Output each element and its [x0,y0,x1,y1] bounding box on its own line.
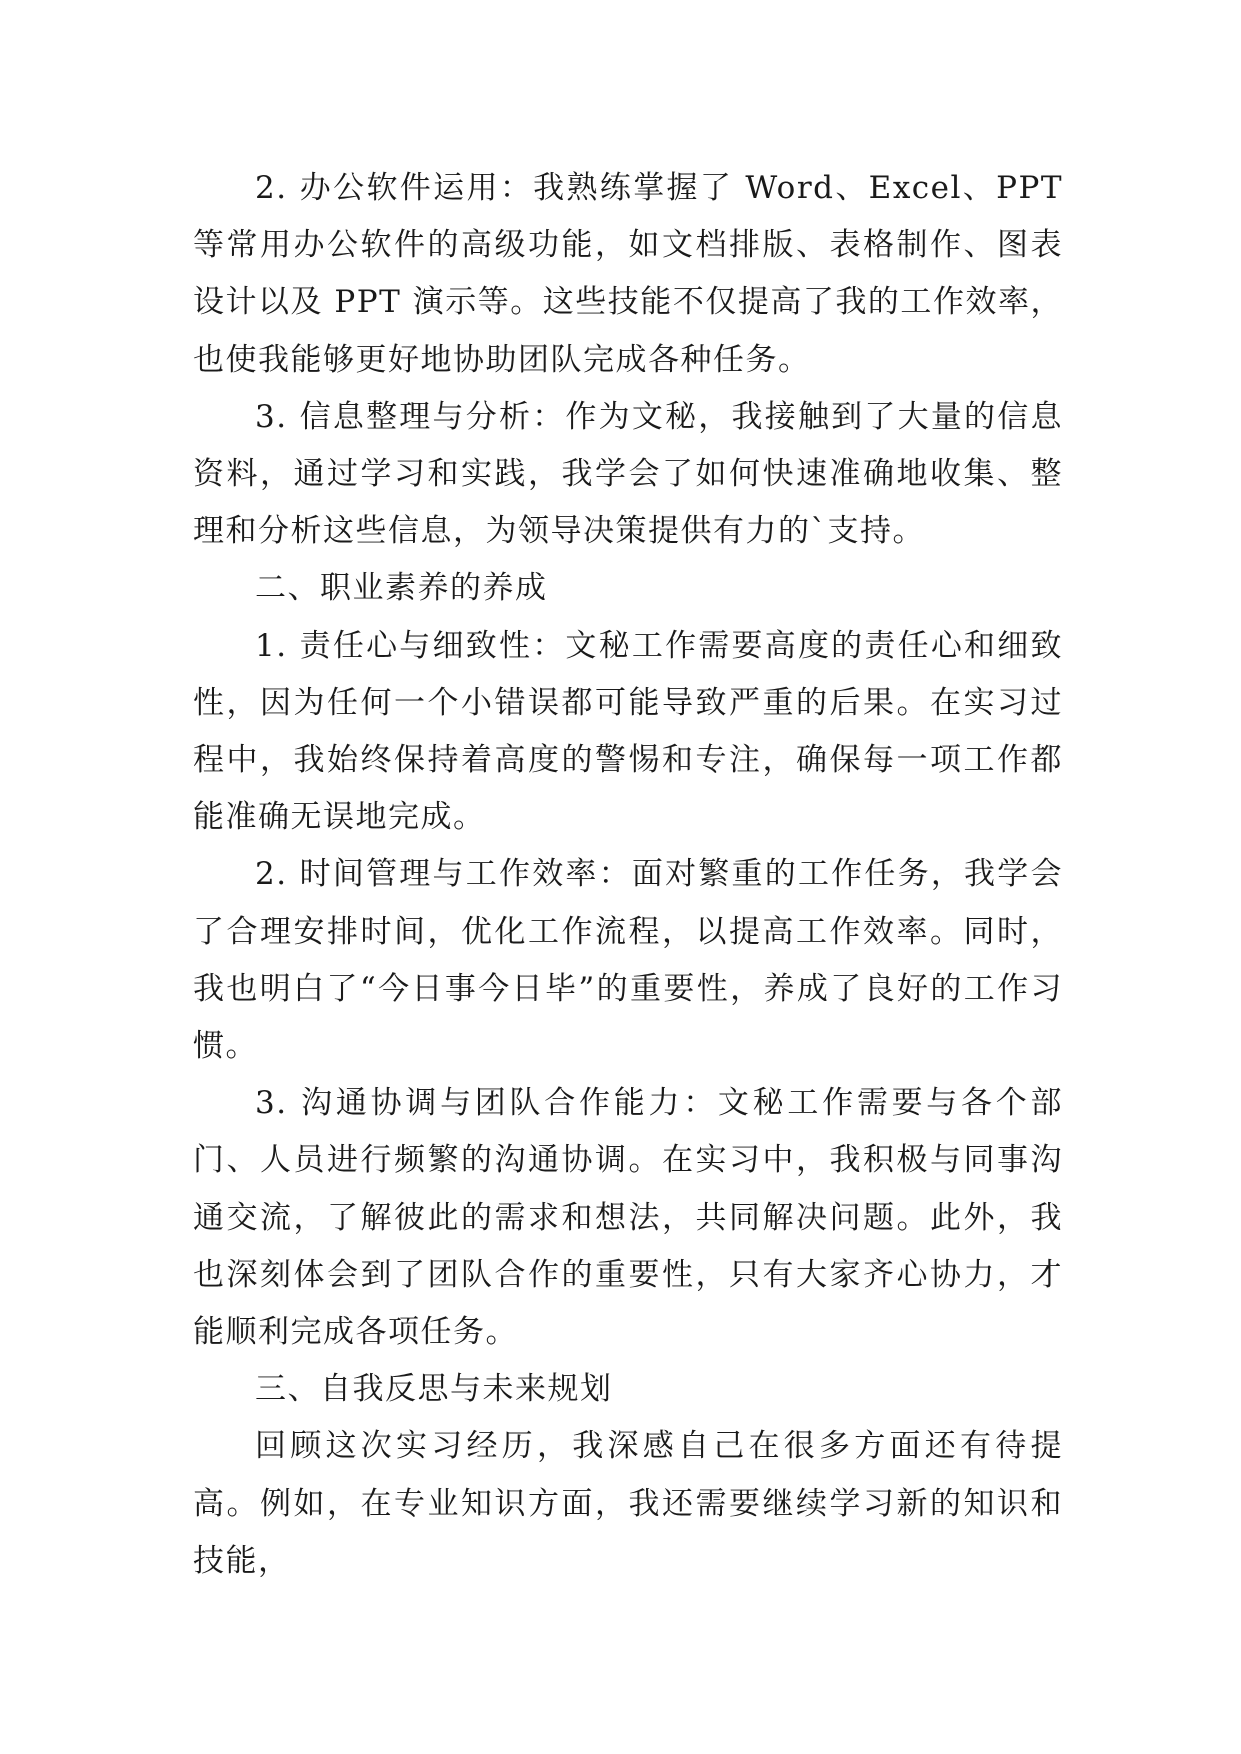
paragraph-time-management: 2. 时间管理与工作效率：面对繁重的工作任务，我学会了合理安排时间，优化工作流程，以提高工作效率。同时，我也明白了“今日事今日毕”的重要性，养成了良好的工作习惯。 [193,856,1063,1065]
document-body [193,160,1063,1590]
section-heading-self-reflection: 三、自我反思与未来规划 [255,1371,613,1408]
paragraph-office-software: 2. 办公软件运用：我熟练掌握了 Word、Excel、PPT 等常用办公软件的高级功能，如文档排版、表格制作、图表设计以及 PPT 演示等。这些技能不仅提高了我的工作效率，也使我能够更好地协助团队完成各种任务。 [193,170,1063,378]
section-heading-professional-quality: 二、职业素养的养成 [255,570,548,607]
paragraph-review: 回顾这次实习经历，我深感自己在很多方面还有待提高。例如，在专业知识方面，我还需要继续学习新的知识和技能， [193,1428,1063,1579]
paragraph-communication: 3. 沟通协调与团队合作能力：文秘工作需要与各个部门、人员进行频繁的沟通协调。在实习中，我积极与同事沟通交流，了解彼此的需求和想法，共同解决问题。此外，我也深刻体会到了团队合作的重要性，只有大家齐心协力，才能顺利完成各项任务。 [193,1085,1063,1351]
paragraph-information-analysis: 3. 信息整理与分析：作为文秘，我接触到了大量的信息资料，通过学习和实践，我学会了如何快速准确地收集、整理和分析这些信息，为领导决策提供有力的`支持。 [193,398,1063,550]
paragraph-responsibility: 1. 责任心与细致性：文秘工作需要高度的责任心和细致性，因为任何一个小错误都可能导致严重的后果。在实习过程中，我始终保持着高度的警惕和专注，确保每一项工作都能准确无误地完成。 [193,627,1063,836]
